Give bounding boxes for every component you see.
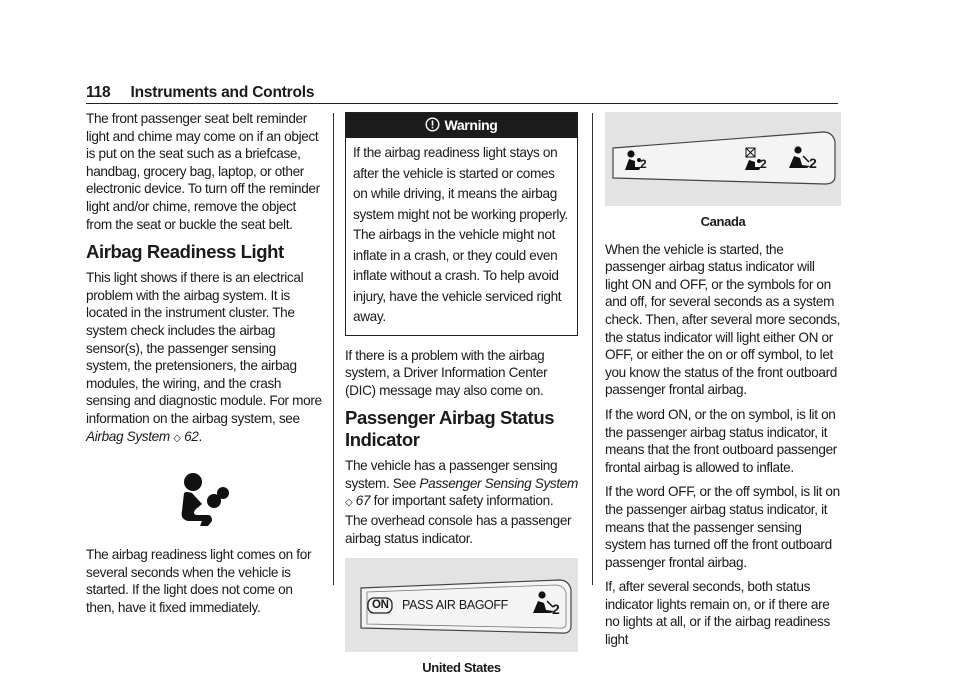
- canada-indicator-panel-image: [605, 112, 841, 206]
- on-label: ON: [372, 599, 389, 612]
- column-divider-1: [333, 113, 334, 585]
- off-symbol-seat-number: 2: [760, 157, 767, 171]
- section-title: Instruments and Controls: [130, 84, 315, 101]
- off-label: OFF: [484, 598, 508, 613]
- warning-box: [345, 112, 578, 336]
- page-number: 118: [86, 84, 111, 101]
- heading-passenger-airbag-status: Passenger Airbag Status Indicator: [345, 407, 555, 451]
- warning-title: Warning: [444, 117, 498, 133]
- xref-page-number[interactable]: 67: [355, 493, 371, 509]
- seat-number-label: 2: [809, 155, 817, 171]
- paragraph-passenger-sensing: The vehicle has a passenger sensing system. See Passenger Sensing System ◇ 67 for important safety information. The overhead console has a passenger airbag status indicator.: [345, 458, 578, 546]
- page-ref-icon: ◇: [345, 497, 353, 509]
- xref-passenger-sensing-system[interactable]: Passenger Sensing System: [419, 475, 578, 491]
- paragraph-readiness-check: The airbag readiness light comes on for several seconds when the vehicle is started. If the light does not come on then, have it fixed immediately.: [86, 547, 312, 615]
- warning-header: [346, 113, 577, 138]
- paragraph-both-lights: If, after several seconds, both status indicator lights remain on, or if there are no lights at all, or if the airbag readiness light: [605, 579, 830, 648]
- caption-canada: Canada: [700, 214, 746, 229]
- paragraph-seat-belt-reminder: The front passenger seat belt reminder light and chime may come on if an object is put on the seat such as a briefcase, handbag, grocery bag, laptop, or other electronic device. To turn off the reminder light and/or chime, remove the object from the seat or buckle the seat belt.: [86, 111, 320, 232]
- xref-page-number[interactable]: 62: [184, 428, 199, 444]
- airbag-readiness-icon: [174, 469, 234, 529]
- page-ref-icon: ◇: [173, 432, 181, 444]
- paragraph-off-lit: If the word OFF, or the off symbol, is lit on the passenger airbag status indicator, it means that the passenger sensing system has turned off the front outboard passenger frontal airbag.: [605, 484, 840, 570]
- paragraph-system-check: When the vehicle is started, the passenger airbag status indicator will light ON and OFF, or the symbols for on and off, for several seconds as a system check. Then, after several more seconds, the status indicator will light either ON or OFF, or either the on or off symbol, to let you know the status of the front outboard passenger frontal airbag.: [605, 241, 841, 398]
- header-rule: [86, 103, 838, 104]
- airbag-readiness-light-icon-area: [86, 454, 322, 546]
- column-3: [605, 110, 841, 656]
- heading-airbag-readiness-light: Airbag Readiness Light: [86, 241, 284, 263]
- seat-number-label: 2: [552, 601, 560, 618]
- column-divider-2: [592, 113, 593, 585]
- running-header: [86, 84, 314, 102]
- warning-text: If the airbag readiness light stays on after the vehicle is started or comes on while driving, it means the airbag system might not be working properly. The airbags in the vehicle might not inflate in a crash, or they could even inflate without a crash. To help avoid injury, have the vehicle serviced right away.: [353, 145, 568, 324]
- on-symbol-seat-number: 2: [640, 157, 647, 171]
- column-2: [345, 110, 578, 687]
- warning-icon: [425, 117, 440, 132]
- column-1: [86, 110, 322, 623]
- paragraph-on-lit: If the word ON, or the on symbol, is lit on the passenger airbag status indicator, it means that the front outboard passenger frontal airbag is allowed to inflate.: [605, 406, 837, 475]
- pass-air-bag-label: PASS AIR BAG: [402, 598, 485, 613]
- xref-airbag-system[interactable]: Airbag System: [86, 428, 170, 444]
- us-indicator-panel-image: [345, 558, 578, 652]
- paragraph-airbag-readiness: This light shows if there is an electrical problem with the airbag system. It is located in the instrument cluster. The system check includes the airbag sensor(s), the passenger sensing system, the pretensioners, the airbag modules, the wiring, and the crash sensing and diagnostic module. For more information on the airbag system, see Airbag System ◇ 62.: [86, 270, 322, 444]
- caption-united-states: United States: [422, 660, 501, 676]
- paragraph-dic-message: If there is a problem with the airbag system, a Driver Information Center (DIC) message may also come on.: [345, 347, 548, 398]
